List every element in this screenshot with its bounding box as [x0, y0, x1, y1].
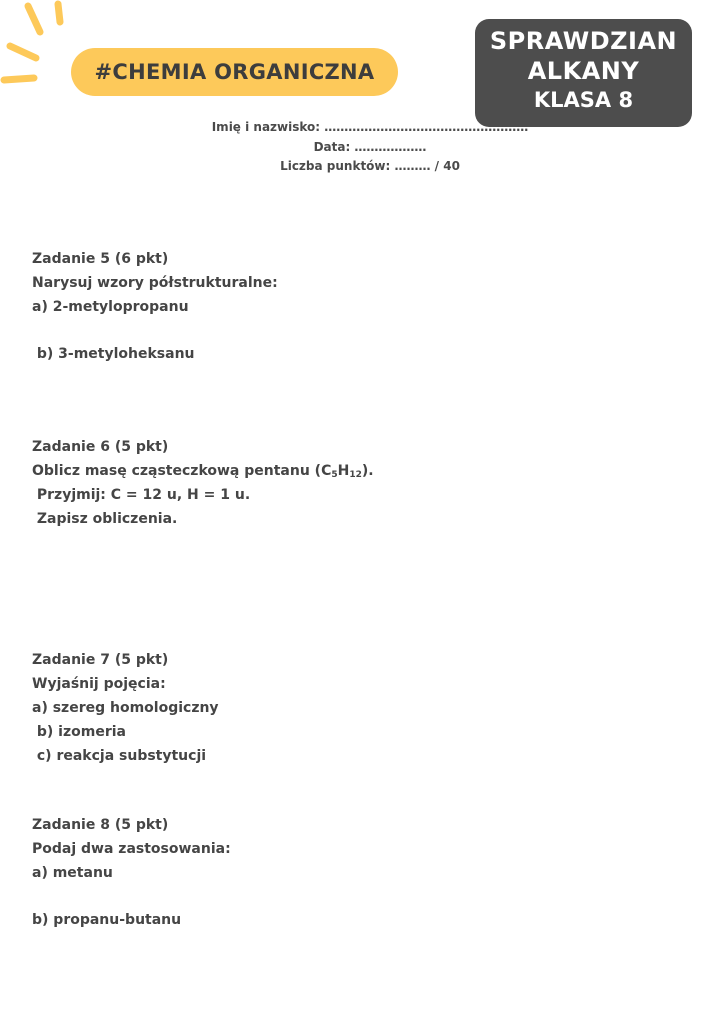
sun-rays-decoration — [0, 0, 80, 95]
date-field: Data: ……………… — [313, 140, 427, 154]
task-5 — [32, 247, 278, 366]
task-5-prompt: Narysuj wzory półstrukturalne: — [32, 275, 278, 291]
task-5-item-b: b) 3-metyloheksanu — [32, 346, 195, 362]
task-6 — [32, 435, 374, 531]
task-6-prompt: Oblicz masę cząsteczkową pentanu $(C_5H_{12})$. — [32, 463, 374, 480]
name-field: Imię i nazwisko: …………………………………………… — [211, 120, 529, 134]
task-6-assumption: Przyjmij: C = 12 u, H = 1 u. — [32, 487, 251, 503]
task-7-item-c: c) reakcja substytucji — [32, 748, 207, 764]
topic-hashtag: #CHEMIA ORGANICZNA — [71, 48, 398, 96]
task-5-item-a: a) 2-metylopropanu — [32, 299, 189, 315]
task-7 — [32, 648, 219, 768]
task-8-prompt: Podaj dwa zastosowania: — [32, 841, 231, 857]
test-title-badge — [475, 19, 692, 127]
task-7-prompt: Wyjaśnij pojęcia: — [32, 676, 166, 692]
task-6-instruction: Zapisz obliczenia. — [32, 511, 178, 527]
task-7-item-a: a) szereg homologiczny — [32, 700, 219, 716]
task-8-title: Zadanie 8 (5 pkt) — [32, 817, 169, 833]
badge-line-class: KLASA 8 — [533, 88, 634, 112]
badge-line-test: SPRAWDZIAN — [489, 27, 678, 55]
badge-line-topic: ALKANY — [527, 57, 640, 85]
task-7-item-b: b) izomeria — [32, 724, 126, 740]
task-8 — [32, 813, 231, 932]
task-8-item-a: a) metanu — [32, 865, 113, 881]
task-6-title: Zadanie 6 (5 pkt) — [32, 439, 169, 455]
task-7-title: Zadanie 7 (5 pkt) — [32, 652, 169, 668]
task-5-title: Zadanie 5 (6 pkt) — [32, 251, 169, 267]
task-8-item-b: b) propanu-butanu — [32, 912, 182, 928]
points-field: Liczba punktów: ……… / 40 — [280, 159, 460, 173]
